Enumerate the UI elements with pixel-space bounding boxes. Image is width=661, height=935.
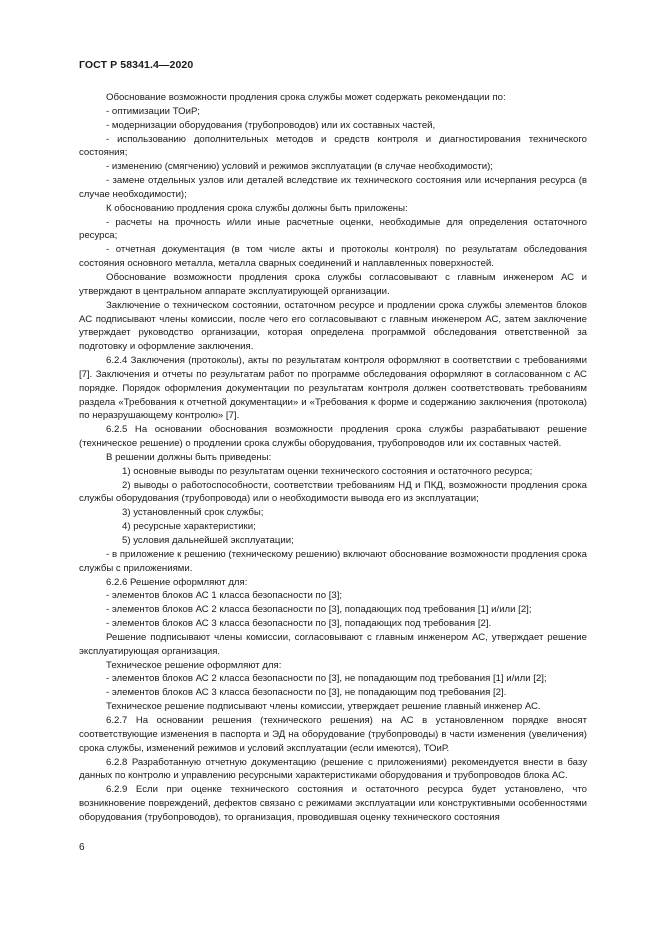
paragraph: 6.2.8 Разработанную отчетную документацию (решение с приложениями) рекомендуется внести в базу данных по контролю и управлению ресурсными характеристиками оборудования и трубопроводов блока АС. bbox=[79, 756, 587, 782]
paragraph: 4) ресурсные характеристики; bbox=[122, 521, 256, 533]
paragraph: 5) условия дальнейшей эксплуатации; bbox=[122, 535, 294, 546]
paragraph: Обоснование возможности продления срока службы может содержать рекомендации по: bbox=[106, 92, 506, 103]
paragraph: - в приложение к решению (техническому решению) включают обоснование возможности продления срока службы с приложениями. bbox=[79, 548, 587, 574]
paragraph: 6.2.4 Заключения (протоколы), акты по результатам контроля оформляют в соответствии с требованиями [7]. Заключения и отчеты по результатам работ по программе обследования оформляют в согласованном с АС порядке. Порядок оформления документации по результатам контроля должен соответствовать требованиям раздела «Требования к отчетной документации» и «Требования к форме и содержанию заключения (протокола) по неразрушающему контролю» [7]. bbox=[79, 355, 587, 422]
paragraph: Заключение о техническом состоянии, остаточном ресурсе и продлении срока службы элементов блоков АС подписывают члены комиссии, после чего его согласовывают с главным инженером АС, затем заключение утверждает руководство организации, которая определена программой обследования ответственной за подготовку и оформление заключения. bbox=[79, 299, 587, 353]
paragraph: - отчетная документация (в том числе акты и протоколы контроля) по результатам обследования состояния основного металла, металла сварных соединений и наплавленных поверхностей. bbox=[79, 244, 587, 270]
paragraph: Решение подписывают члены комиссии, согласовывают с главным инженером АС, утверждает решение эксплуатирующая организация. bbox=[79, 631, 587, 657]
paragraph: К обоснованию продления срока службы должны быть приложены: bbox=[106, 202, 408, 214]
paragraph: Техническое решение оформляют для: bbox=[106, 659, 282, 671]
paragraph: 6.2.6 Решение оформляют для: bbox=[106, 576, 248, 588]
paragraph: 6.2.5 На основании обоснования возможности продления срока службы разрабатывают решение (техническое решение) о продлении срока службы оборудования, трубопроводов или их составных частей. bbox=[79, 424, 587, 450]
paragraph: - оптимизации ТОиР; bbox=[106, 105, 200, 117]
paragraph: - элементов блоков АС 2 класса безопасности по [3], не попадающим под требования [1] и/или [2]; bbox=[106, 673, 547, 685]
body-text bbox=[79, 91, 587, 825]
paragraph: 3) установленный срок службы; bbox=[122, 507, 264, 519]
paragraph: Техническое решение подписывают члены комиссии, утверждает решение главный инженер АС. bbox=[106, 701, 541, 713]
paragraph: - модернизации оборудования (трубопроводов) или их составных частей, bbox=[106, 119, 436, 131]
paragraph: 2) выводы о работоспособности, соответствии требованиям НД и ПКД, возможности продления срока службы оборудования (трубопровода) или о необходимости вывода его из эксплуатации; bbox=[79, 479, 587, 505]
paragraph: - расчеты на прочность и/или иные расчетные оценки, необходимые для определения остаточного ресурса; bbox=[79, 216, 587, 242]
page-header-standard-title: ГОСТ Р 58341.4—2020 bbox=[79, 59, 194, 71]
paragraph: 6.2.9 Если при оценке технического состояния и остаточного ресурса будет установлено, что возникновение повреждений, дефектов связано с режимами эксплуатации или конструктивными особенностями оборудования (трубопроводов), то организация, проводившая оценку технического состояния bbox=[79, 784, 587, 823]
paragraph: 6.2.7 На основании решения (технического решения) на АС в установленном порядке вносят соответствующие изменения в паспорта и ЭД на оборудование (трубопроводы) в части изменения (увеличения) срока службы, изменений режимов и условий эксплуатации (если имеются), ТОиР. bbox=[79, 714, 587, 754]
paragraph: В решении должны быть приведены: bbox=[106, 451, 272, 463]
paragraph: - элементов блоков АС 2 класса безопасности по [3], попадающих под требования [1] и/или [2]; bbox=[106, 604, 532, 616]
paragraph: Обоснование возможности продления срока службы согласовывают с главным инженером АС и утверждают в центральном аппарате эксплуатирующей организации. bbox=[79, 271, 587, 297]
paragraph: 1) основные выводы по результатам оценки технического состояния и остаточного ресурса; bbox=[122, 465, 533, 477]
paragraph: - использованию дополнительных методов и средств контроля и диагностирования технического состояния; bbox=[79, 133, 587, 159]
paragraph: - элементов блоков АС 3 класса безопасности по [3], не попадающим под требования [2]. bbox=[106, 687, 507, 699]
paragraph: - замене отдельных узлов или деталей вследствие их технического состояния или исчерпания ресурса (в случае необходимости); bbox=[79, 175, 587, 200]
paragraph: - изменению (смягчению) условий и режимов эксплуатации (в случае необходимости); bbox=[106, 161, 493, 173]
page-number: 6 bbox=[79, 842, 85, 853]
paragraph: - элементов блоков АС 3 класса безопасности по [3], попадающих под требования [2]. bbox=[106, 618, 492, 630]
paragraph: - элементов блоков АС 1 класса безопасности по [3]; bbox=[106, 590, 343, 602]
